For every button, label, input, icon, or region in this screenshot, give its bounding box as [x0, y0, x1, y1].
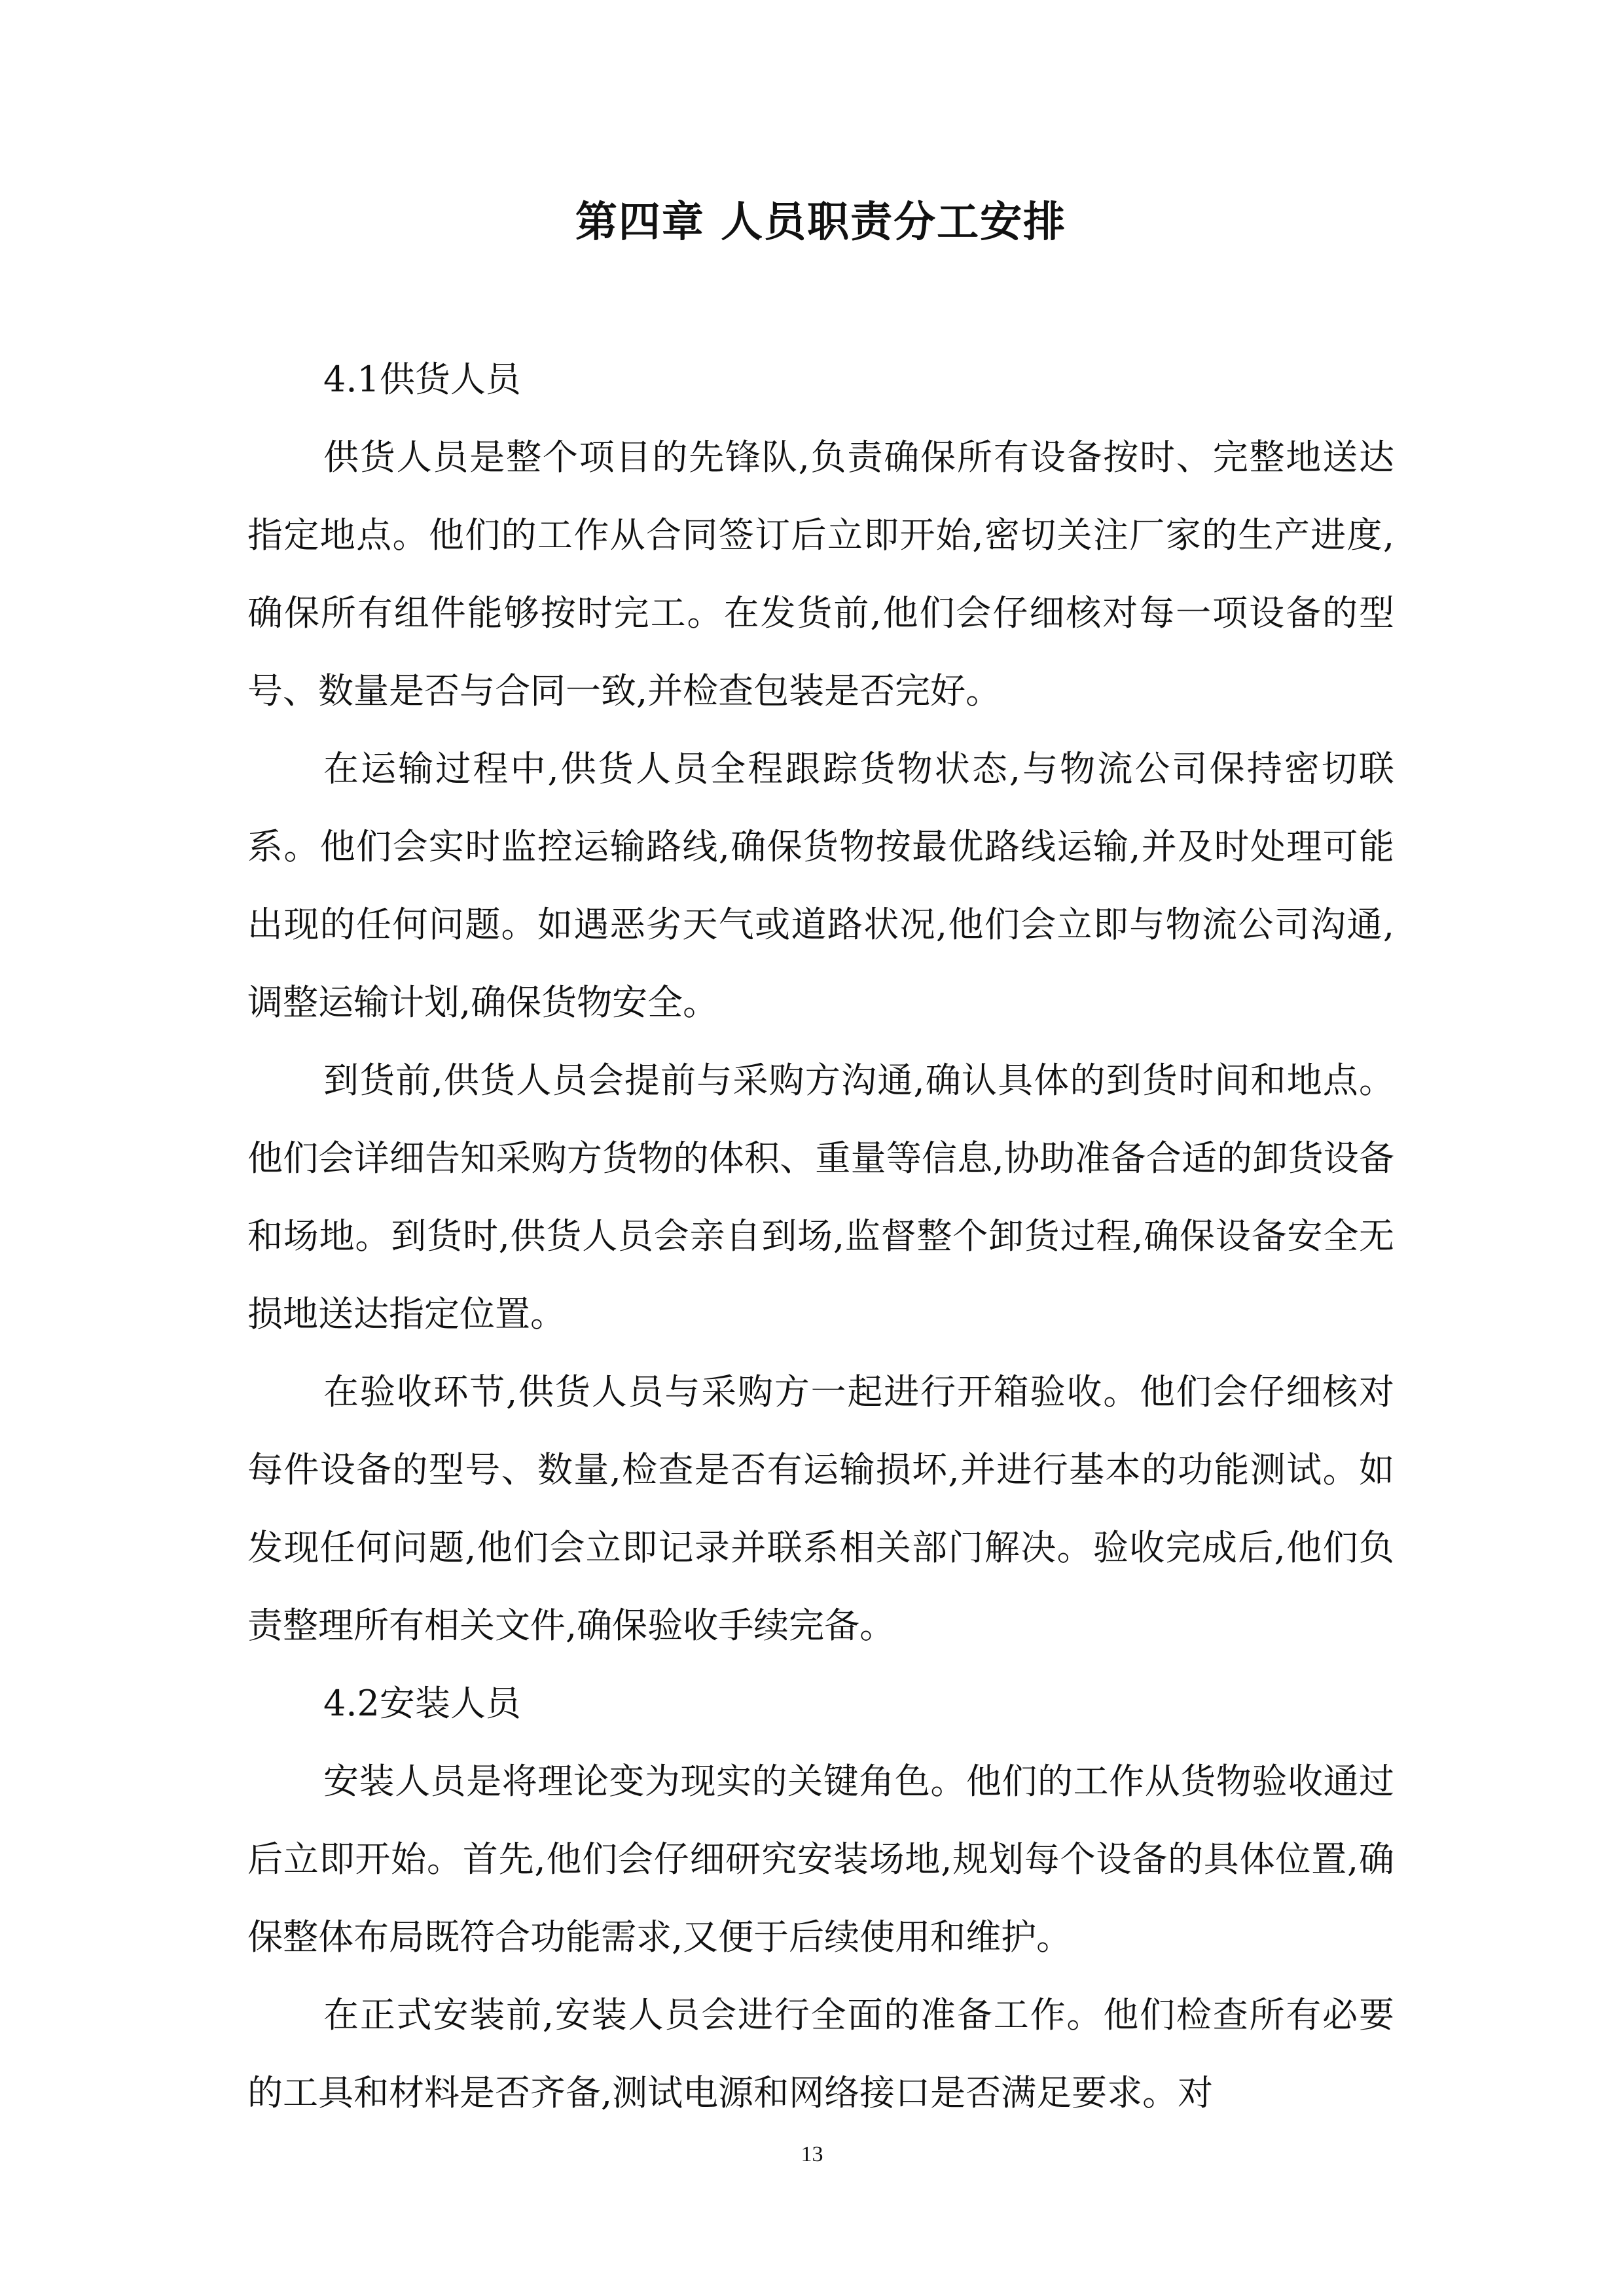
paragraph: 安装人员是将理论变为现实的关键角色。他们的工作从货物验收通过后立即开始。首先,他们会仔细研究安装场地,规划每个设备的具体位置,确保整体布局既符合功能需求,又便于后续使用和维护。: [247, 1761, 1394, 1958]
body-text: [247, 340, 1394, 2132]
paragraph: 在运输过程中,供货人员全程跟踪货物状态,与物流公司保持密切联系。他们会实时监控运输路线,确保货物按最优路线运输,并及时处理可能出现的任何问题。如遇恶劣天气或道路状况,他们会立即与物流公司沟通,调整运输计划,确保货物安全。: [247, 748, 1394, 1023]
paragraph: 在正式安装前,安装人员会进行全面的准备工作。他们检查所有必要的工具和材料是否齐备,测试电源和网络接口是否满足要求。对: [247, 1994, 1394, 2113]
paragraph: 到货前,供货人员会提前与采购方沟通,确认具体的到货时间和地点。他们会详细告知采购方货物的体积、重量等信息,协助准备合适的卸货设备和场地。到货时,供货人员会亲自到场,监督整个卸货过程,确保设备安全无损地送达指定位置。: [247, 1060, 1394, 1335]
paragraph: 供货人员是整个项目的先锋队,负责确保所有设备按时、完整地送达指定地点。他们的工作从合同签订后立即开始,密切关注厂家的生产进度,确保所有组件能够按时完工。在发货前,他们会仔细核对每一项设备的型号、数量是否与合同一致,并检查包装是否完好。: [247, 437, 1394, 711]
paragraph: 在验收环节,供货人员与采购方一起进行开箱验收。他们会仔细核对每件设备的型号、数量,检查是否有运输损坏,并进行基本的功能测试。如发现任何问题,他们会立即记录并联系相关部门解决。验收完成后,他们负责整理所有相关文件,确保验收手续完备。: [247, 1371, 1394, 1646]
section-heading-4-2: 4.2安装人员: [323, 1683, 521, 1724]
section-heading-4-1: 4.1供货人员: [323, 359, 521, 400]
chapter-title: 第四章 人员职责分工安排: [575, 198, 1067, 247]
page-number: 13: [801, 2142, 823, 2166]
